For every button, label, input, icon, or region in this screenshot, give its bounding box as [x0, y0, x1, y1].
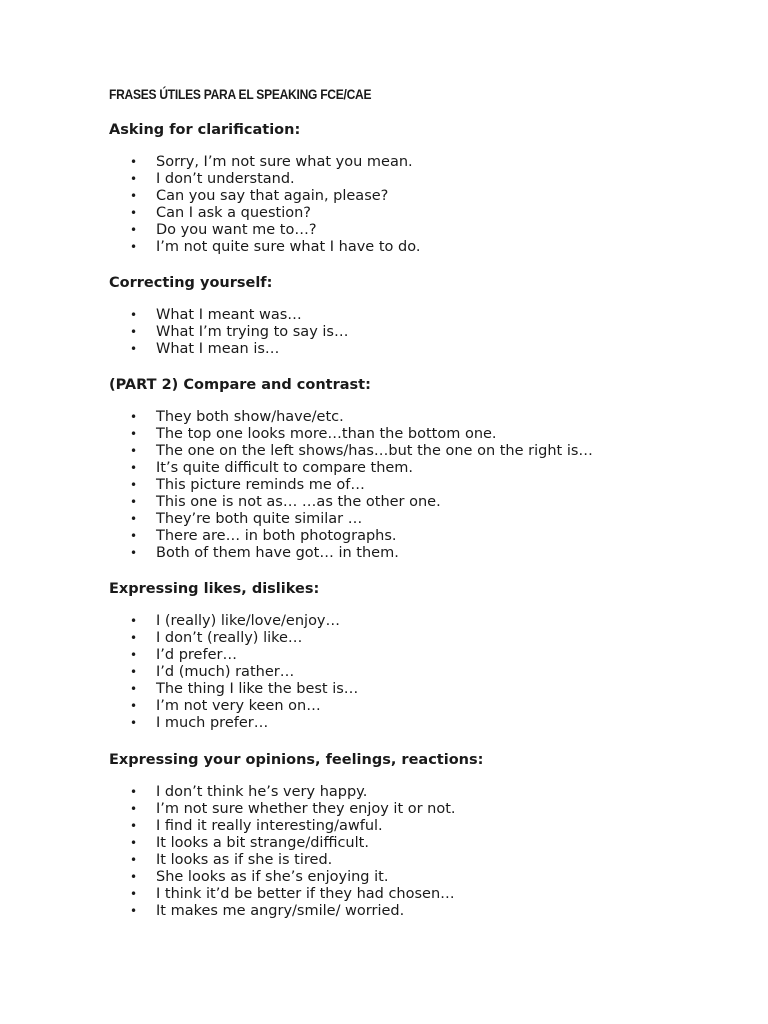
list-item: [109, 681, 729, 698]
bullet-icon: •: [130, 478, 138, 492]
list-item-text: It looks a bit strange/difficult.: [156, 835, 369, 851]
section-heading: Asking for clarification:: [109, 122, 301, 138]
bullet-icon: •: [130, 189, 138, 203]
list-item-text: I think it’d be better if they had chosen…: [156, 886, 455, 902]
document-title: FRASES ÚTILES PARA EL SPEAKING FCE/CAE: [109, 86, 372, 102]
list-item: [109, 818, 729, 835]
list-item: [109, 324, 729, 341]
list-item-text: I don’t think he’s very happy.: [156, 784, 368, 800]
list-item: [109, 715, 729, 732]
list-item: [109, 835, 729, 852]
phrase-list: [109, 307, 729, 358]
section-expressing-opinions: [109, 751, 729, 920]
bullet-icon: •: [130, 342, 138, 356]
list-item-text: It looks as if she is tired.: [156, 852, 333, 868]
list-item: [109, 443, 729, 460]
list-item: [109, 205, 729, 222]
list-item: [109, 528, 729, 545]
list-item: [109, 698, 729, 715]
bullet-icon: •: [130, 512, 138, 526]
list-item: [109, 903, 729, 920]
bullet-icon: •: [130, 802, 138, 816]
bullet-icon: •: [130, 699, 138, 713]
bullet-icon: •: [130, 461, 138, 475]
bullet-icon: •: [130, 172, 138, 186]
list-item: [109, 511, 729, 528]
list-item-text: I’d prefer…: [156, 647, 237, 663]
list-item-text: This one is not as… …as the other one.: [156, 494, 441, 510]
list-item-text: I much prefer…: [156, 715, 269, 731]
list-item: [109, 630, 729, 647]
section-expressing-likes-dislikes: [109, 580, 729, 732]
list-item-text: I find it really interesting/awful.: [156, 818, 383, 834]
list-item: [109, 801, 729, 818]
list-item: [109, 239, 729, 256]
list-item: [109, 477, 729, 494]
list-item: [109, 154, 729, 171]
list-item: [109, 171, 729, 188]
list-item-text: Do you want me to…?: [156, 222, 317, 238]
bullet-icon: •: [130, 904, 138, 918]
list-item-text: What I’m trying to say is…: [156, 324, 349, 340]
list-item-text: I’m not very keen on…: [156, 698, 321, 714]
list-item: [109, 647, 729, 664]
section-heading: Expressing likes, dislikes:: [109, 581, 320, 597]
bullet-icon: •: [130, 427, 138, 441]
phrase-list: [109, 784, 729, 920]
section-compare-and-contrast: [109, 376, 729, 562]
list-item-text: This picture reminds me of…: [156, 477, 365, 493]
bullet-icon: •: [130, 631, 138, 645]
list-item: [109, 613, 729, 630]
bullet-icon: •: [130, 853, 138, 867]
bullet-icon: •: [130, 223, 138, 237]
list-item: [109, 664, 729, 681]
list-item-text: I’m not sure whether they enjoy it or not.: [156, 801, 456, 817]
list-item: [109, 852, 729, 869]
list-item: [109, 426, 729, 443]
list-item-text: Can I ask a question?: [156, 205, 311, 221]
bullet-icon: •: [130, 819, 138, 833]
bullet-icon: •: [130, 206, 138, 220]
bullet-icon: •: [130, 785, 138, 799]
bullet-icon: •: [130, 716, 138, 730]
phrase-list: [109, 613, 729, 732]
list-item-text: It makes me angry/smile/ worried.: [156, 903, 405, 919]
section-heading: Correcting yourself:: [109, 275, 273, 291]
phrase-list: [109, 154, 729, 256]
section-heading: (PART 2) Compare and contrast:: [109, 377, 371, 393]
bullet-icon: •: [130, 325, 138, 339]
list-item-text: They’re both quite similar …: [156, 511, 363, 527]
section-heading: Expressing your opinions, feelings, reactions:: [109, 752, 484, 768]
bullet-icon: •: [130, 648, 138, 662]
list-item-text: It’s quite difficult to compare them.: [156, 460, 414, 476]
bullet-icon: •: [130, 444, 138, 458]
list-item: [109, 545, 729, 562]
list-item-text: The top one looks more…than the bottom one.: [156, 426, 497, 442]
list-item: [109, 188, 729, 205]
list-item-text: I (really) like/love/enjoy…: [156, 613, 341, 629]
list-item: [109, 886, 729, 903]
list-item: [109, 460, 729, 477]
list-item-text: The thing I like the best is…: [156, 681, 359, 697]
bullet-icon: •: [130, 155, 138, 169]
list-item: [109, 307, 729, 324]
list-item: [109, 341, 729, 358]
list-item-text: Sorry, I’m not sure what you mean.: [156, 154, 413, 170]
bullet-icon: •: [130, 682, 138, 696]
list-item: [109, 222, 729, 239]
list-item-text: Both of them have got… in them.: [156, 545, 399, 561]
list-item: [109, 869, 729, 886]
list-item-text: What I meant was…: [156, 307, 302, 323]
bullet-icon: •: [130, 836, 138, 850]
list-item-text: Can you say that again, please?: [156, 188, 389, 204]
list-item-text: What I mean is…: [156, 341, 280, 357]
list-item-text: I don’t (really) like…: [156, 630, 303, 646]
bullet-icon: •: [130, 410, 138, 424]
bullet-icon: •: [130, 240, 138, 254]
list-item-text: There are… in both photographs.: [156, 528, 397, 544]
list-item-text: She looks as if she’s enjoying it.: [156, 869, 389, 885]
phrase-list: [109, 409, 729, 562]
list-item-text: I’m not quite sure what I have to do.: [156, 239, 421, 255]
section-asking-for-clarification: [109, 121, 729, 256]
list-item-text: They both show/have/etc.: [156, 409, 344, 425]
list-item: [109, 409, 729, 426]
list-item-text: I don’t understand.: [156, 171, 295, 187]
bullet-icon: •: [130, 614, 138, 628]
list-item: [109, 784, 729, 801]
list-item-text: I’d (much) rather…: [156, 664, 295, 680]
bullet-icon: •: [130, 546, 138, 560]
bullet-icon: •: [130, 665, 138, 679]
list-item: [109, 494, 729, 511]
bullet-icon: •: [130, 529, 138, 543]
bullet-icon: •: [130, 308, 138, 322]
bullet-icon: •: [130, 887, 138, 901]
list-item-text: The one on the left shows/has…but the one on the right is…: [156, 443, 593, 459]
bullet-icon: •: [130, 870, 138, 884]
bullet-icon: •: [130, 495, 138, 509]
section-correcting-yourself: [109, 274, 729, 358]
